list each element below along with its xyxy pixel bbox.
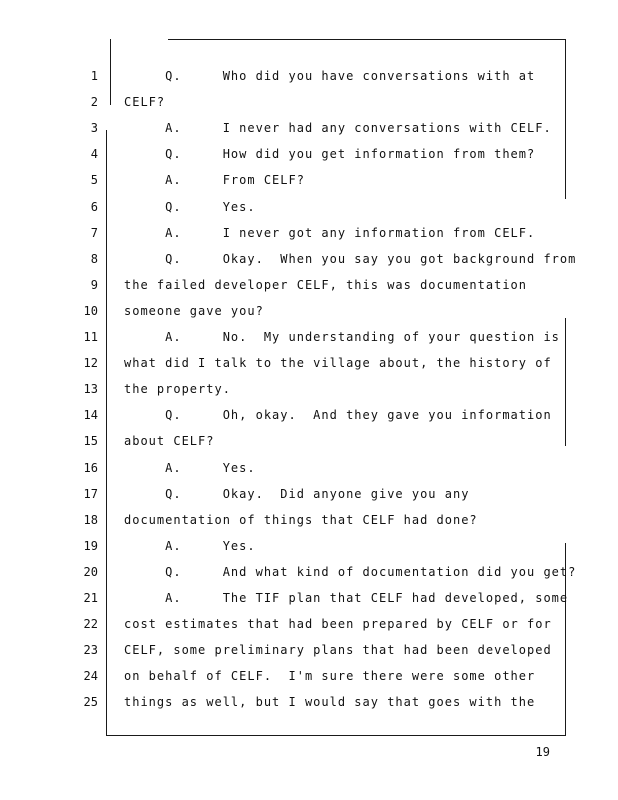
transcript-line: what did I talk to the village about, the history of xyxy=(124,356,552,370)
transcript-line: A. Yes. xyxy=(124,461,256,475)
line-number: 10 xyxy=(83,304,98,318)
line-number: 25 xyxy=(83,695,98,709)
line-number: 8 xyxy=(90,252,98,266)
transcript-line: the property. xyxy=(124,382,231,396)
line-number: 24 xyxy=(83,669,98,683)
transcript-line: about CELF? xyxy=(124,434,215,448)
line-number: 20 xyxy=(83,565,98,579)
transcript-line: the failed developer CELF, this was documentation xyxy=(124,278,528,292)
line-number: 9 xyxy=(90,278,98,292)
transcript-line: on behalf of CELF. I'm sure there were some other xyxy=(124,669,536,683)
line-number: 21 xyxy=(83,591,98,605)
line-number: 1 xyxy=(90,69,98,83)
right-border-segment xyxy=(565,39,566,199)
transcript-line: CELF, some preliminary plans that had been developed xyxy=(124,643,552,657)
line-number: 13 xyxy=(83,382,98,396)
line-number: 6 xyxy=(90,200,98,214)
transcript-line: A. No. My understanding of your question is xyxy=(124,330,560,344)
line-number: 7 xyxy=(90,226,98,240)
right-border-segment xyxy=(565,318,566,446)
transcript-line: cost estimates that had been prepared by CELF or for xyxy=(124,617,552,631)
page-number: 19 xyxy=(535,745,550,759)
transcript-line: A. The TIF plan that CELF had developed, some xyxy=(124,591,569,605)
line-number: 23 xyxy=(83,643,98,657)
line-number: 5 xyxy=(90,173,98,187)
transcript-line: Q. Who did you have conversations with at xyxy=(124,69,536,83)
line-number: 15 xyxy=(83,434,98,448)
line-number: 11 xyxy=(83,330,98,344)
transcript-line: Q. Okay. When you say you got background from xyxy=(124,252,577,266)
transcript-line: things as well, but I would say that goes with the xyxy=(124,695,536,709)
line-number: 2 xyxy=(90,95,98,109)
line-number: 22 xyxy=(83,617,98,631)
line-number: 16 xyxy=(83,461,98,475)
left-border-lower xyxy=(106,130,107,736)
transcript-line: A. I never had any conversations with CELF. xyxy=(124,121,552,135)
transcript-line: CELF? xyxy=(124,95,166,109)
transcript-line: someone gave you? xyxy=(124,304,264,318)
line-number: 12 xyxy=(83,356,98,370)
transcript-line: Q. And what kind of documentation did you get? xyxy=(124,565,577,579)
top-border xyxy=(168,39,566,40)
transcript-line: A. I never got any information from CELF. xyxy=(124,226,536,240)
line-number: 19 xyxy=(83,539,98,553)
transcript-line: Q. Okay. Did anyone give you any xyxy=(124,487,470,501)
line-number: 3 xyxy=(90,121,98,135)
left-border-upper xyxy=(110,39,111,105)
line-number: 18 xyxy=(83,513,98,527)
line-number: 17 xyxy=(83,487,98,501)
line-number: 4 xyxy=(90,147,98,161)
transcript-line: documentation of things that CELF had done? xyxy=(124,513,478,527)
transcript-line: Q. Yes. xyxy=(124,200,256,214)
transcript-line: Q. Oh, okay. And they gave you information xyxy=(124,408,552,422)
line-number: 14 xyxy=(83,408,98,422)
transcript-line: A. From CELF? xyxy=(124,173,305,187)
transcript-line: A. Yes. xyxy=(124,539,256,553)
transcript-line: Q. How did you get information from them? xyxy=(124,147,536,161)
bottom-border xyxy=(106,735,565,736)
